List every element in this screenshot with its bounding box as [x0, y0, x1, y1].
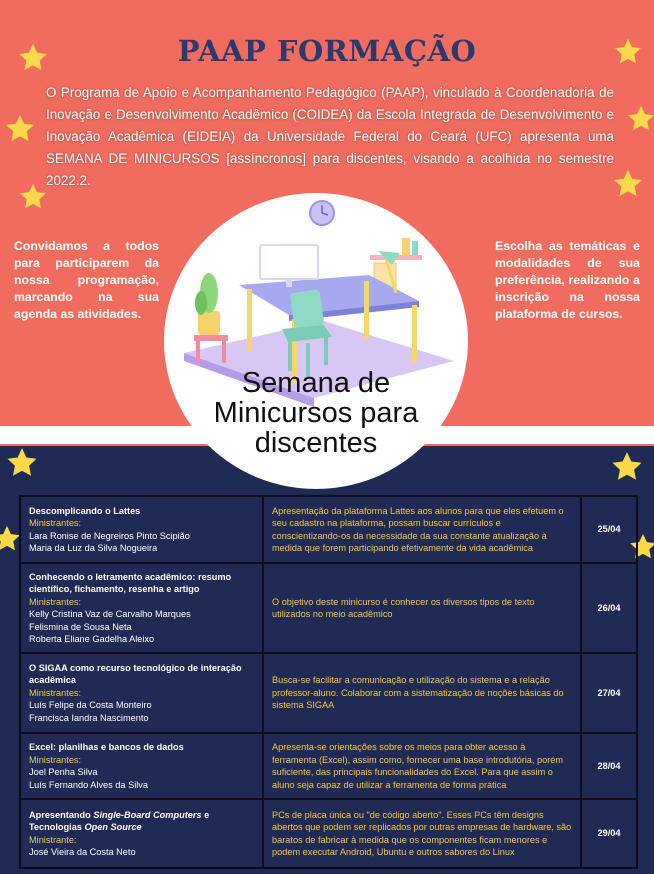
- course-info-cell: [20, 496, 263, 563]
- table-row: [20, 496, 637, 563]
- instructions-text: Escolha as temáticas e modalidades de sua preferência, realizando a inscrição na nossa plataforma de cursos.: [495, 239, 640, 321]
- star-icon: [4, 113, 36, 145]
- course-title: Conhecendo o letramento acadêmico: resumo científico, fichamento, resenha e artigo: [29, 571, 232, 594]
- course-title-part: e Tecnologias: [29, 809, 210, 832]
- course-description: Busca-se facilitar a comunicação e utilização do sistema e a relação professor-aluno. Colaborar com a sistematização de noções básicas do sistema SIGAA: [263, 653, 581, 733]
- course-info-cell: [20, 733, 263, 799]
- course-description: Apresenta-se orientações sobre os meios para obter acesso à ferramenta (Excel), assim como, fornecer uma base introdutória, porém suficiente, das principais funcionalidades do Excel. Para que assim o aluno seja capaz de utilizar a ferramenta de forma prática: [263, 733, 581, 799]
- course-date: 26/04: [581, 563, 637, 653]
- event-heading-line: discentes: [254, 427, 378, 459]
- star-icon: [5, 446, 39, 480]
- course-title: O SIGAA como recurso tecnológico de interação acadêmica: [29, 662, 242, 686]
- ministrantes-label: Ministrantes:: [29, 687, 82, 698]
- course-title-part: Apresentando: [29, 809, 94, 820]
- star-icon: [610, 450, 644, 484]
- instructor-name: Roberta Eliane Gadelha Aleixo: [29, 634, 155, 644]
- course-title-emphasis: Single-Board Computers: [93, 809, 202, 820]
- course-title: Excel: planilhas e bancos de dados: [29, 742, 184, 752]
- course-description: PCs de placa única ou "de código aberto". Esses PCs têm designs abertos que podem ser replicados por outras empresas de hardware, são baratos de fabricar à medida que os componentes ficam menores e podem executar Android, Ubuntu e outros sabores do Linux: [263, 799, 581, 868]
- course-description: O objetivo deste minicurso é conhecer os diversos tipos de texto utilizados no meio acadêmico: [263, 563, 581, 653]
- course-date: 25/04: [581, 496, 637, 563]
- course-title: [29, 809, 254, 834]
- event-heading-line: Semana de: [241, 367, 391, 399]
- course-date: 29/04: [581, 799, 637, 868]
- table-row: [20, 733, 637, 799]
- ministrantes-label: Ministrantes:: [29, 754, 82, 765]
- table-row: [20, 563, 637, 653]
- course-description: Apresentação da plataforma Lattes aos alunos para que eles efetuem o seu cadastro na plataforma, possam buscar currículos e conscientizando-os da necessidade da sua constante atualização à medida que forem participando efetivamente da vida acadêmica: [263, 496, 581, 563]
- page-title: PAAP FORMAÇÃO: [177, 34, 477, 68]
- event-heading-line: Minicursos para: [213, 397, 419, 429]
- course-schedule-table: [19, 495, 638, 869]
- instructor-name: Joel Penha Silva: [29, 767, 98, 777]
- course-date: 28/04: [581, 733, 637, 799]
- course-title-emphasis: Open Source: [84, 822, 142, 832]
- invitation-text: Convidamos a todos para participarem da nossa programação, marcando na sua agenda as atividades.: [14, 239, 159, 321]
- instructor-name: Felismina de Sousa Neta: [29, 621, 132, 632]
- hero-circle: [164, 193, 468, 489]
- instructor-name: José Vieira da Costa Neto: [29, 847, 136, 857]
- table-row: [20, 653, 637, 733]
- instructor-name: Francisca Iandra Nascimento: [29, 712, 149, 723]
- ministrantes-label: Ministrantes:: [29, 518, 82, 528]
- star-icon: [626, 104, 654, 134]
- event-heading: [164, 368, 468, 458]
- instructor-name: Kelly Cristina Vaz de Carvalho Marques: [29, 609, 191, 619]
- star-icon: [18, 182, 48, 212]
- course-title: Descomplicando o Lattes: [29, 505, 141, 516]
- ministrantes-label: Ministrantes:: [29, 596, 82, 607]
- star-icon: [612, 168, 644, 200]
- course-date: 27/04: [581, 653, 637, 733]
- ministrante-label: Ministrante:: [29, 834, 77, 845]
- instructor-name: Lara Ronise de Negreiros Pinto Scipião: [29, 530, 190, 541]
- instructor-name: Maria da Luz da Silva Nogueira: [29, 543, 158, 553]
- instructor-name: Luís Fernando Alves da Silva: [29, 779, 148, 790]
- instructor-name: Luís Felipe da Costa Monteiro: [29, 700, 152, 711]
- table-row: [20, 799, 637, 868]
- intro-paragraph: O Programa de Apoio e Acompanhamento Pedagógico (PAAP), vinculado à Coordenadoria de Inovação e Desenvolvimento Acadêmico (COIDEA) da Escola Integrada de Desenvolvimento e Inovação Acadêmica (EIDEIA) da Universidade Federal do Ceará (UFC) apresenta uma SEMANA DE MINICURSOS [assíncronos] para discentes, visando a acolhida no semestre 2022.2.: [46, 85, 614, 188]
- course-info-cell: [20, 563, 263, 653]
- course-info-cell: [20, 799, 263, 868]
- course-info-cell: [20, 653, 263, 733]
